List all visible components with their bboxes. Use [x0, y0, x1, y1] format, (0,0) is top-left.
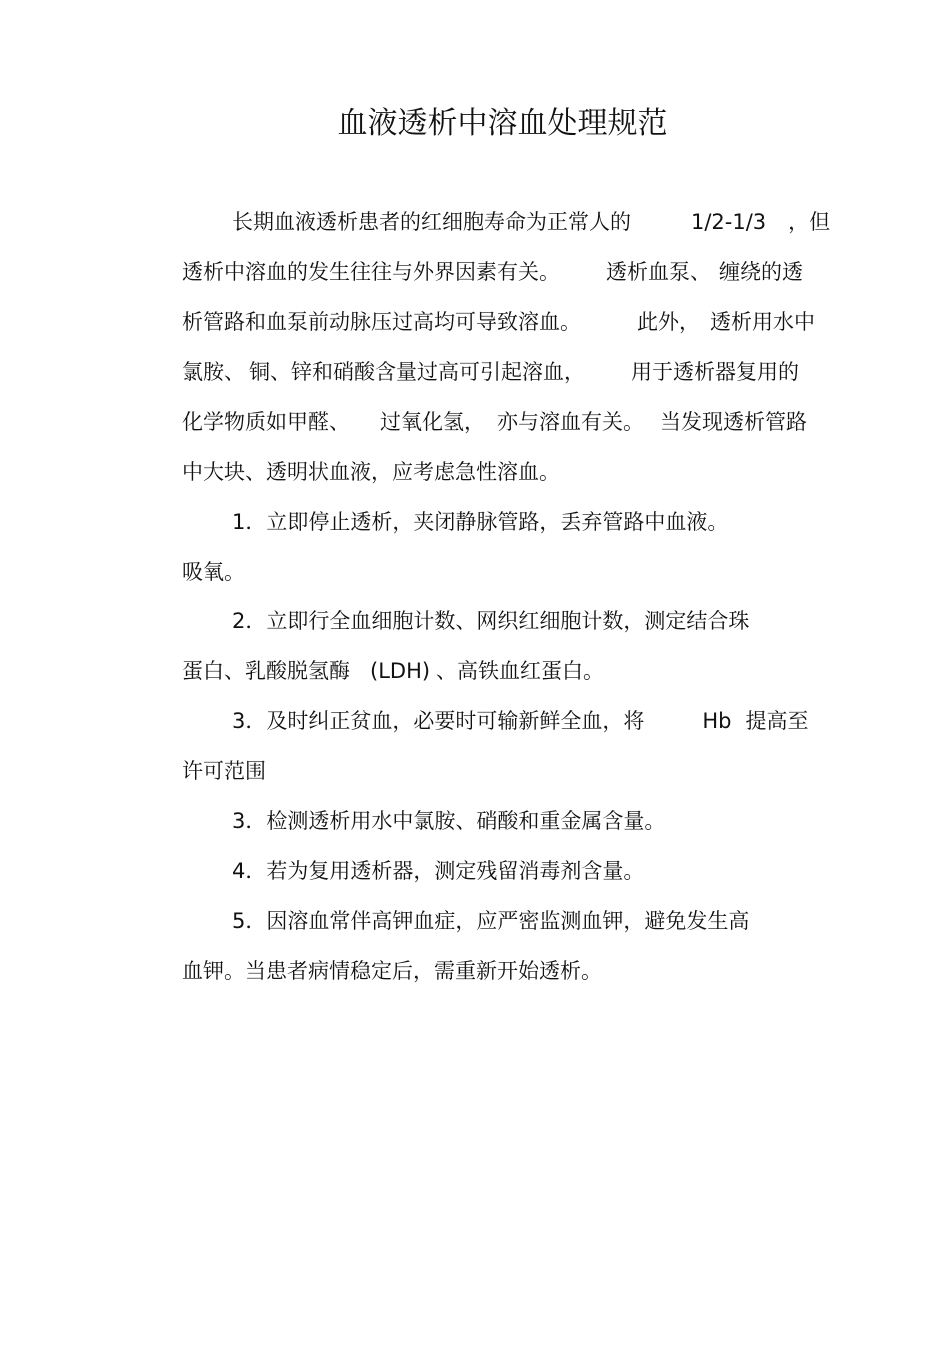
text-segment: 5．因溶血常伴高钾血症，应严密监测血钾，避免发生高 [232, 909, 750, 933]
text-segment: 透析用水中 [710, 310, 815, 334]
text-segment: 3．检测透析用水中氯胺、硝酸和重金属含量。 [232, 809, 666, 833]
list-item-1 [232, 507, 922, 537]
list-item-3 [232, 706, 922, 736]
text-segment: 析管路和血泵前动脉压过高均可导致溶血。 [182, 310, 581, 334]
list-item-3-continuation [182, 756, 872, 786]
list-item-5 [232, 856, 922, 886]
text-segment: 铜、锌和硝酸含量过高可引起溶血， [249, 360, 585, 384]
text-segment: 1/2-1/3 [691, 210, 767, 234]
list-item-6-continuation [182, 956, 872, 986]
text-segment: 透析中溶血的发生往往与外界因素有关。 [182, 260, 560, 284]
text-segment: 中大块、透明状血液，应考虑急性溶血。 [182, 460, 560, 484]
text-segment: 亦与溶血有关。 [497, 410, 644, 434]
text-segment: 许可范围 [182, 759, 266, 783]
text-segment: 提高至 [745, 709, 809, 733]
text-segment: 缠绕的透 [719, 260, 803, 284]
list-item-2 [232, 606, 922, 636]
list-item-4 [232, 806, 922, 836]
text-segment: 2．立即行全血细胞计数、网织红细胞计数，测定结合珠 [232, 609, 750, 633]
text-segment: 、高铁血红蛋白。 [436, 659, 605, 683]
intro-line-4 [182, 357, 872, 387]
list-item-6 [232, 906, 922, 936]
text-segment: Hb [702, 709, 732, 733]
list-item-2-continuation [182, 656, 872, 686]
text-segment: 蛋白、乳酸脱氢酶 [182, 659, 350, 683]
intro-line-1 [232, 207, 922, 237]
text-segment: 透析血泵、 [606, 260, 711, 284]
text-segment: 此外， [637, 310, 700, 334]
document-title: 血液透析中溶血处理规范 [337, 106, 668, 141]
intro-line-2 [182, 257, 872, 287]
text-segment: 化学物质如甲醛、 [182, 410, 350, 434]
intro-line-6 [182, 457, 872, 487]
text-segment: (LDH) [370, 659, 431, 683]
list-item-1-continuation [182, 557, 872, 587]
intro-line-3 [182, 307, 872, 337]
text-segment: 1．立即停止透析，夹闭静脉管路，丢弃管路中血液。 [232, 510, 729, 534]
intro-line-5 [182, 407, 872, 437]
text-segment: 用于透析器复用的 [631, 360, 799, 384]
text-segment: 血钾。当患者病情稳定后，需重新开始透析。 [182, 959, 602, 983]
text-segment: 长期血液透析患者的红细胞寿命为正常人的 [232, 210, 631, 234]
text-segment: 4．若为复用透析器，测定残留消毒剂含量。 [232, 859, 645, 883]
text-segment: ，但 [788, 210, 831, 234]
text-segment: 氯胺、 [182, 360, 245, 384]
text-segment: 当发现透析管路 [660, 410, 807, 434]
text-segment: 3．及时纠正贫血，必要时可输新鲜全血，将 [232, 709, 645, 733]
text-segment: 过氧化氢， [380, 410, 485, 434]
text-segment: 吸氧。 [182, 560, 245, 584]
